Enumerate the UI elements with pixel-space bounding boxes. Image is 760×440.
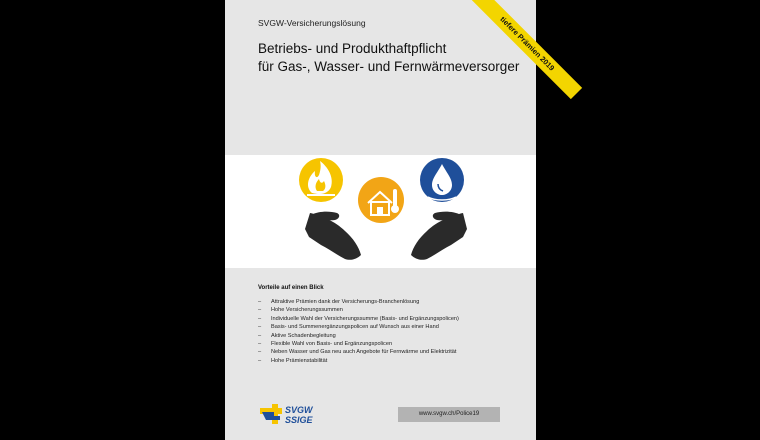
brochure-kicker: SVGW-Versicherungslösung: [258, 18, 366, 28]
list-item: – Neben Wasser und Gas neu auch Angebote für Fernwärme und Elektrizität: [258, 349, 457, 356]
title-line-1: Betriebs- und Produkthaftpflicht: [258, 41, 447, 56]
illustration-band: [225, 155, 536, 268]
price-banner: tiefere Prämien 2019: [472, 0, 582, 99]
illustration: [225, 155, 536, 268]
svgw-logo: [258, 402, 318, 426]
benefits-list: [258, 298, 459, 365]
svg-text:SSIGE: SSIGE: [285, 415, 313, 425]
list-item: – Basis- und Summenergänzungspolicen auf Wunsch aus einer Hand: [258, 324, 439, 331]
svg-text:SVGW: SVGW: [285, 405, 313, 415]
website-link[interactable]: www.svgw.ch/Police19: [398, 407, 500, 422]
list-item: – Hohe Prämienstabilität: [258, 357, 328, 364]
water-drop-icon: [420, 158, 464, 202]
list-item: – Flexible Wahl von Basis- und Ergänzungspolicen: [258, 341, 393, 348]
brochure-page: [225, 0, 557, 440]
title-line-2: für Gas-, Wasser- und Fernwärmeversorger: [258, 59, 520, 74]
list-item: – Hohe Versicherungssummen: [258, 307, 343, 314]
house-thermometer-icon: [358, 177, 404, 223]
list-item: – Attraktive Prämien dank der Versicherungs-Branchenlösung: [258, 299, 420, 305]
list-item: – Individuelle Wahl der Versicherungssumme (Basis- und Ergänzungspolicen): [258, 315, 459, 322]
flame-icon: [299, 158, 343, 202]
list-item: – Aktive Schadenbegleitung: [258, 332, 336, 339]
brochure-title: [258, 40, 519, 76]
benefits-heading: Vorteile auf einen Blick: [258, 285, 324, 291]
